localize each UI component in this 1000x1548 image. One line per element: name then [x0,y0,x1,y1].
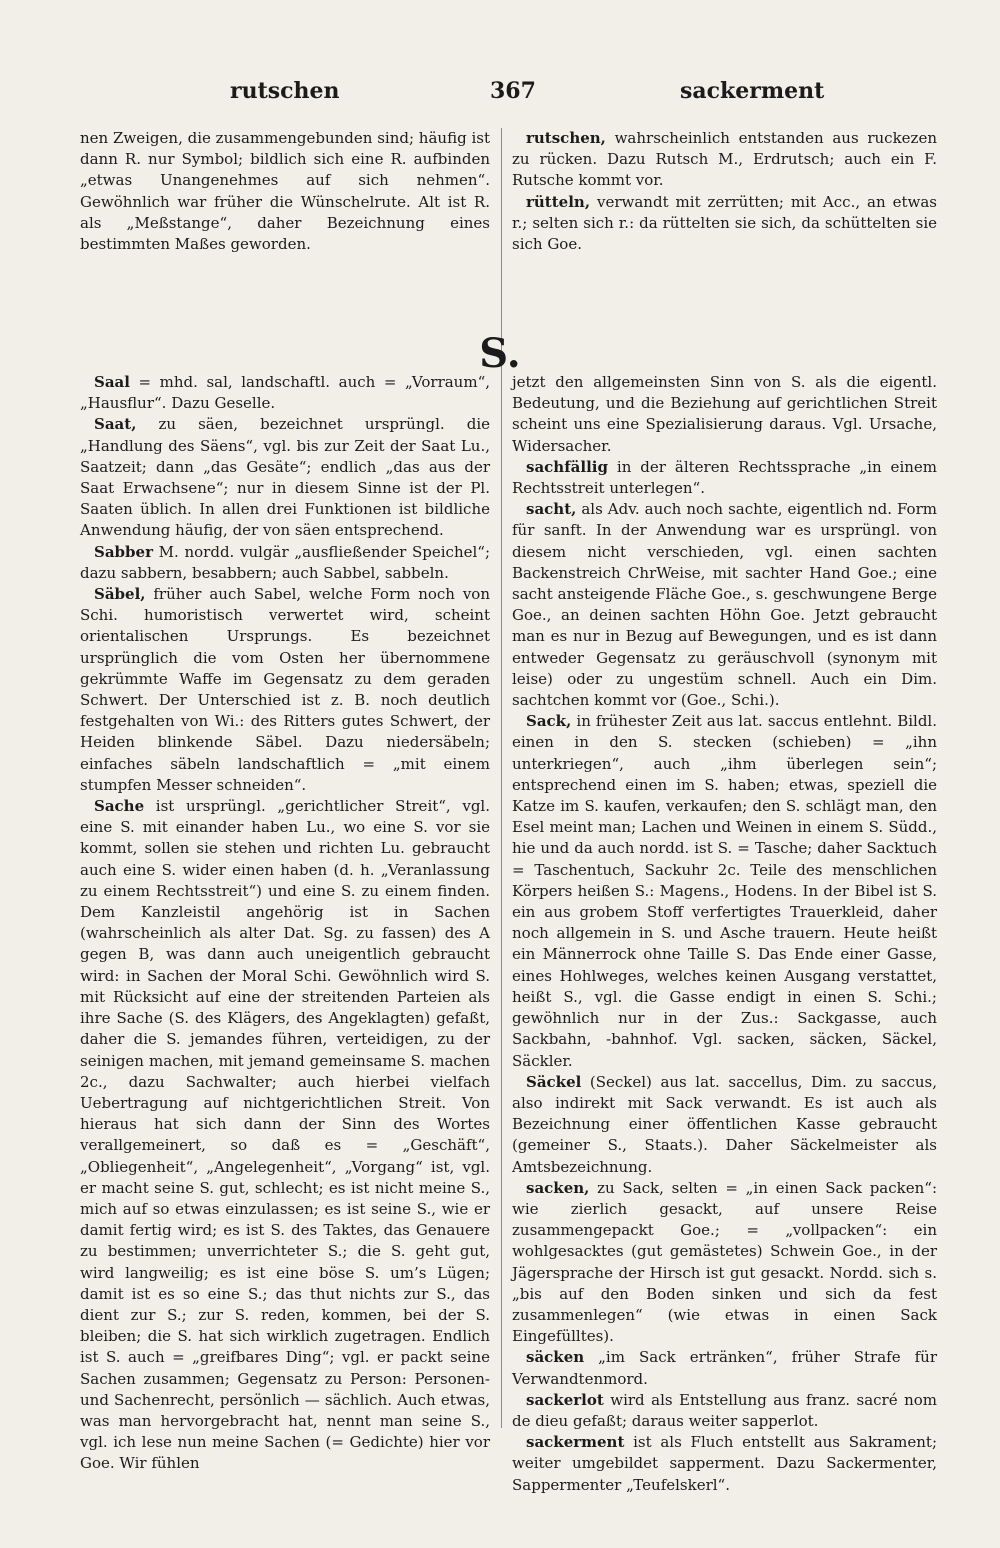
header-left-keyword: rutschen [230,78,340,104]
page-header [80,78,940,114]
dictionary-entry [80,372,490,414]
dictionary-entry [512,192,937,256]
section-letter: S. [479,330,521,377]
left-column-bottom [80,372,490,1475]
entry-headword: säcken [526,1348,585,1367]
entry-text: = mhd. sal, landschaftl. auch = „Vorraum“, „Hausflur“. Dazu Geselle. [80,373,490,413]
entry-headword: Säckel [526,1072,582,1091]
dictionary-entry [80,414,490,541]
right-column-bottom [512,372,937,1496]
dictionary-entry [512,1390,937,1432]
dictionary-entry [512,1347,937,1389]
dictionary-entry [512,372,937,457]
entry-text: zu Sack, selten = „in einen Sack packen“: wie zierlich gesackt, auf unsere Reise zusammengepackt Goe.; = „vollpacken“: ein wohlgesacktes (gut gemästetes) Schwein Goe., in der Jägersprache der Hirsch ist gut gesackt. Nordd. sich s. „bis auf den Boden sinken und sich da fest zusammenlegen“ (wie etwas in einen Sack Eingefülltes). [512,1178,937,1346]
dictionary-entry [80,796,490,1475]
entry-text: (Seckel) aus lat. saccellus, Dim. zu saccus, also indirekt mit Sack verwandt. Es ist auch als Bezeichnung einer öffentlichen Kasse gebraucht (gemeiner S., Staats.). Daher Säckelmeister als Amtsbezeichnung. [512,1072,937,1176]
page-number: 367 [490,78,536,104]
header-right-keyword: sackerment [680,78,825,104]
entry-text: als Adv. auch noch sachte, eigentlich nd. Form für sanft. In der Anwendung war es ursprüngl. von diesem nicht verschieden, vgl. einen sachten Backenstreich ChrWeise, mit sachter Hand Goe.; eine sacht ansteigende Fläche Goe., s. geschwungene Berge Goe., an deinen sachten Höhn Goe. Jetzt gebraucht man es nur in Bezug auf Bewegungen, und es ist dann entweder Gegensatz zu geräuschvoll (synonym mit leise) oder zu ungestüm schnell. Auch ein Dim. sachtchen kommt vor (Goe., Schi.). [512,500,937,710]
dictionary-entry [512,499,937,711]
entry-text: ist als Fluch entstellt aus Sakrament; weiter umgebildet sapperment. Dazu Sackermenter, Sappermenter „Teufelskerl“. [512,1433,937,1494]
entry-headword: rütteln, [526,192,591,211]
entry-headword: sachfällig [526,457,608,476]
entry-text: in der älteren Rechtssprache „in einem Rechtsstreit unterlegen“. [512,457,937,498]
entry-headword: sacht, [526,500,577,519]
dictionary-entry [512,1432,937,1496]
entry-text: ist ursprüngl. „gerichtlicher Streit“, vgl. eine S. mit einander haben Lu., wo eine S. vor sie kommt, sollen sie stehen und richten Lu. gebraucht auch eine S. wider einen haben (d. h. „Veranlassung zu einem Rechtsstreit“) und eine S. zu einem finden. Dem Kanzleistil angehörig ist in Sachen (wahrscheinlich als alter Dat. Sg. zu fassen) des A gegen B, was dann auch uneigentlich gebraucht wird: in Sachen der Moral Schi. Gewöhnlich wird S. mit Rücksicht auf eine der streitenden Parteien als ihre Sache (S. des Klägers, des Angeklagten) gefaßt, daher die S. jemandes führen, verteidigen, zu der seinigen machen, mit jemand gemeinsame S. machen 2c., dazu Sachwalter; auch hierbei vielfach Uebertragung auf nichtgerichtlichen Streit. Von hieraus hat sich dann der Sinn des Wortes verallgemeinert, so daß es = „Geschäft“, „Obliegenheit“, „Angelegenheit“, „Vorgang“ ist, vgl. er macht seine S. gut, schlecht; es ist nicht meine S., mich auf so etwas einzulassen; es ist seine S., wie er damit fertig wird; es ist S. des Taktes, das Genauere zu bestimmen; unverrichteter S.; die S. geht gut, wird langweilig; es ist eine böse S. um’s Lügen; damit ist es so eine S.; das thut nichts zur S., das dient zur S.; zur S. reden, kommen, bei der S. bleiben; die S. hat sich wirklich zugetragen. Endlich ist S. auch = „greifbares Ding“; vgl. er packt seine Sachen zusammen; Gegensatz zu Person: Personen- und Sachenrecht, persönlich — sächlich. Auch etwas, was man hervorgebracht hat, nennt man seine S., vgl. ich lese nun meine Sachen (= Gedichte) hier vor Goe. Wir fühlen [80,797,490,1473]
entry-headword: sacken, [526,1178,590,1197]
dictionary-entry [512,457,937,499]
right-column-top [512,128,937,255]
entry-text: in frühester Zeit aus lat. saccus entlehnt. Bildl. einen in den S. stecken (schieben) = „ihn unterkriegen“, auch „ihm überlegen sein“; entsprechend einen im S. haben; etwas, speziell die Katze im S. kaufen, verkaufen; den S. schlägt man, den Esel meint man; Lachen und Weinen in einem S. Südd., hie und da auch nordd. ist S. = Tasche; daher Sacktuch = Taschentuch, Sackuhr 2c. Teile des menschlichen Körpers heißen S.: Magens., Hodens. In der Bibel ist S. ein aus grobem Stoff verfertigtes Trauerkleid, daher noch allgemein in S. und Asche trauern. Heute heißt ein Männerrock ohne Taille S. Das Ende einer Gasse, eines Hohlweges, welches keinen Ausgang verstattet, heißt S., vgl. die Gasse endigt in einen S. Schi.; gewöhnlich nur in der Zus.: Sackgasse, auch Sackbahn, -bahnhof. Vgl. sacken, säcken, Säckel, Säckler. [512,712,937,1070]
entry-headword: Sache [94,797,145,816]
entry-headword: sackerlot [526,1390,604,1409]
dictionary-entry [512,1072,937,1178]
dictionary-entry [80,128,490,255]
entry-text: zu säen, bezeichnet ursprüngl. die „Handlung des Säens“, vgl. bis zur Zeit der Saat Lu., Saatzeit; dann „das Gesäte“; endlich „das aus der Saat Erwachsene“; nur in diesem Sinne ist der Pl. Saaten üblich. In allen drei Funktionen ist bildliche Anwendung häufig, der von säen entsprechend. [80,415,490,540]
column-divider [501,128,502,1428]
entry-text: wahrscheinlich entstanden aus ruckezen zu rücken. Dazu Rutsch M., Erdrutsch; auch ein F. Rutsche kommt vor. [512,129,937,190]
left-column-top [80,128,490,255]
entry-headword: Saat, [94,415,137,434]
dictionary-entry [512,711,937,1071]
entry-headword: sackerment [526,1433,625,1452]
entry-text: wird als Entstellung aus franz. sacré nom de dieu gefaßt; daraus weiter sapperlot. [512,1390,937,1430]
entry-headword: Sabber [94,542,153,561]
entry-text: nen Zweigen, die zusammengebunden sind; häufig ist dann R. nur Symbol; bildlich sich eine R. aufbinden „etwas Unangenehmes auf sich nehmen“. Gewöhnlich war früher die Wünschelrute. Alt ist R. als „Meßstange“, daher Bezeichnung eines bestimmten Maßes geworden. [80,129,490,254]
entry-headword: rutschen, [526,129,606,147]
entry-headword: Säbel, [94,585,146,604]
entry-text: „im Sack ertränken“, früher Strafe für Verwandtenmord. [512,1348,937,1388]
dictionary-entry [80,542,490,584]
entry-headword: Saal [94,373,130,391]
dictionary-entry [512,128,937,192]
entry-text: jetzt den allgemeinsten Sinn von S. als die eigentl. Bedeutung, und die Beziehung auf gerichtlichen Streit scheint uns eine Spezialisierung daraus. Vgl. Ursache, Widersacher. [512,373,937,455]
entry-headword: Sack, [526,712,572,731]
dictionary-entry [80,584,490,796]
entry-text: verwandt mit zerrütten; mit Acc., an etwas r.; selten sich r.: da rüttelten sie sich, da schüttelten sie sich Goe. [512,192,937,254]
entry-text: M. nordd. vulgär „ausfließender Speichel“; dazu sabbern, besabbern; auch Sabbel, sabbeln. [80,542,490,582]
dictionary-entry [512,1178,937,1348]
entry-text: früher auch Sabel, welche Form noch von Schi. humoristisch verwertet wird, scheint orientalischen Ursprungs. Es bezeichnet ursprünglich die vom Osten her übernommene gekrümmte Waffe im Gegensatz zu dem geraden Schwert. Der Unterschied ist z. B. noch deutlich festgehalten von Wi.: des Ritters gutes Schwert, der Heiden blinkende Säbel. Dazu niedersäbeln; einfaches säbeln landschaftlich = „mit einem stumpfen Messer schneiden“. [80,585,490,794]
